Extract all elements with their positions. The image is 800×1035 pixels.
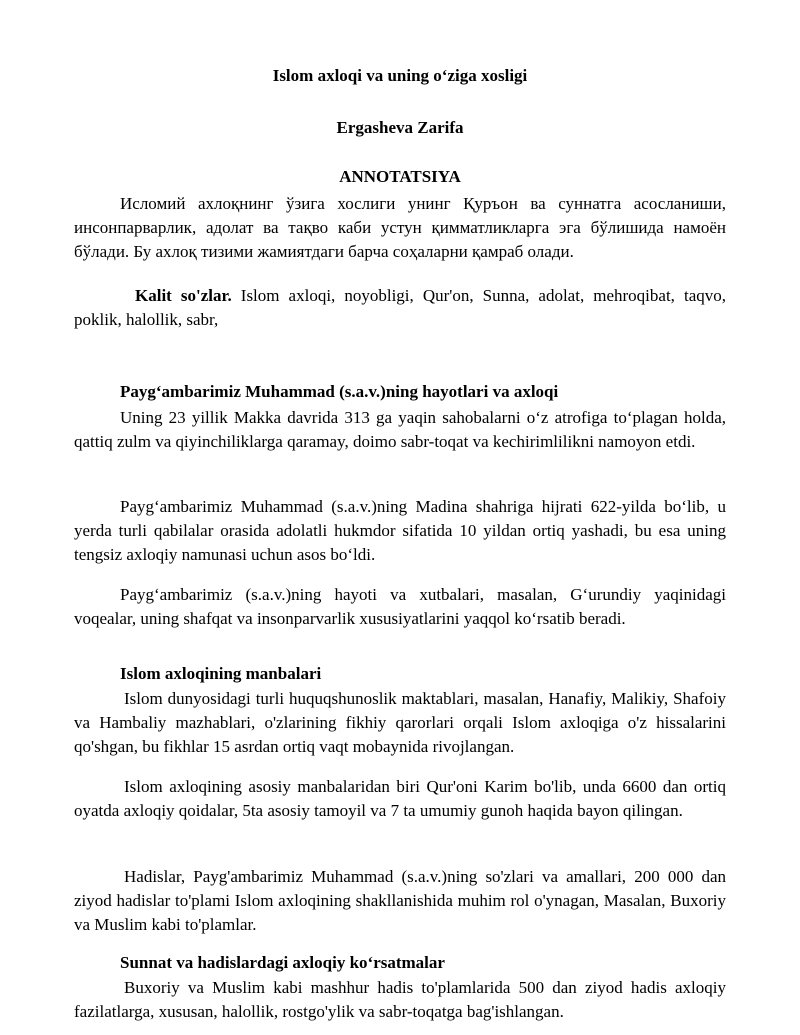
section-heading: Payg‘ambarimiz Muhammad (s.a.v.)ning hayotlari va axloqi (120, 382, 559, 401)
body-paragraph: Uning 23 yillik Makka davrida 313 ga yaqin sahobalarni o‘z atrofiga to‘plagan holda, qattiq zulm va qiyinchiliklarga qaramay, doimo sabr-toqat va kechirimlilikni namoyon etdi. (74, 408, 726, 451)
keywords-label: Kalit so'zlar. (135, 286, 232, 305)
section-heading: Sunnat va hadislardagi axloqiy ko‘rsatmalar (120, 953, 445, 972)
author-name: Ergasheva Zarifa (336, 118, 464, 137)
body-paragraph: Payg‘ambarimiz (s.a.v.)ning hayoti va xutbalari, masalan, G‘urundiy yaqinidagi voqealar, uning shafqat va insonparvarlik xususiyatlarini yaqqol ko‘rsatib beradi. (74, 585, 726, 628)
body-paragraph: Hadislar, Payg'ambarimiz Muhammad (s.a.v.)ning so'zlari va amallari, 200 000 dan ziyod hadislar to'plami Islom axloqining shakllanishida muhim rol o'ynagan, Masalan, Buxoriy va Muslim kabi to'plamlar. (74, 867, 726, 934)
document-title: Islom axloqi va uning o‘ziga xosligi (272, 66, 528, 85)
body-paragraph: Islom dunyosidagi turli huquqshunoslik maktablari, masalan, Hanafiy, Malikiy, Shafoiy va Hambaliy mazhablari, o'zlarining fikhiy qarorlari orqali Islom axloqiga o'z hissalarini qo'shgan, bu fikhlar 15 asrdan ortiq vaqt mobaynida rivojlangan. (74, 689, 726, 756)
abstract-heading: ANNOTATSIYA (339, 167, 461, 186)
keywords-paragraph (74, 284, 726, 332)
body-paragraph: Payg‘ambarimiz Muhammad (s.a.v.)ning Madina shahriga hijrati 622-yilda bo‘lib, u yerda turli qabilalar orasida adolatli hukmdor sifatida 10 yildan ortiq yashadi, bu esa uning tengsiz axloqiy namunasi uchun asos bo‘ldi. (74, 497, 726, 564)
body-paragraph: Islom axloqining asosiy manbalaridan biri Qur'oni Karim bo'lib, unda 6600 dan ortiq oyatda axloqiy qoidalar, 5ta asosiy tamoyil va 7 ta umumiy gunoh haqida bayon qilingan. (74, 777, 726, 820)
body-paragraph: Buxoriy va Muslim kabi mashhur hadis to'plamlarida 500 dan ziyod hadis axloqiy fazilatlarga, xususan, halollik, rostgo'ylik va sabr-toqatga bag'ishlangan. (74, 978, 726, 1021)
keywords-text: Islom axloqi, noyobligi, Qur'on, Sunna, adolat, mehroqibat, taqvo, poklik, halollik, sabr, (74, 286, 726, 329)
abstract-paragraph: Исломий ахлоқнинг ўзига хослиги унинг Қуръон ва суннатга асосланиши, инсонпарварлик, адолат ва тақво каби устун қимматликларга эга бўлишида намоён бўлади. Бу ахлоқ тизими жамиятдаги барча соҳаларни қамраб олади. (74, 194, 726, 261)
section-heading: Islom axloqining manbalari (120, 664, 322, 683)
